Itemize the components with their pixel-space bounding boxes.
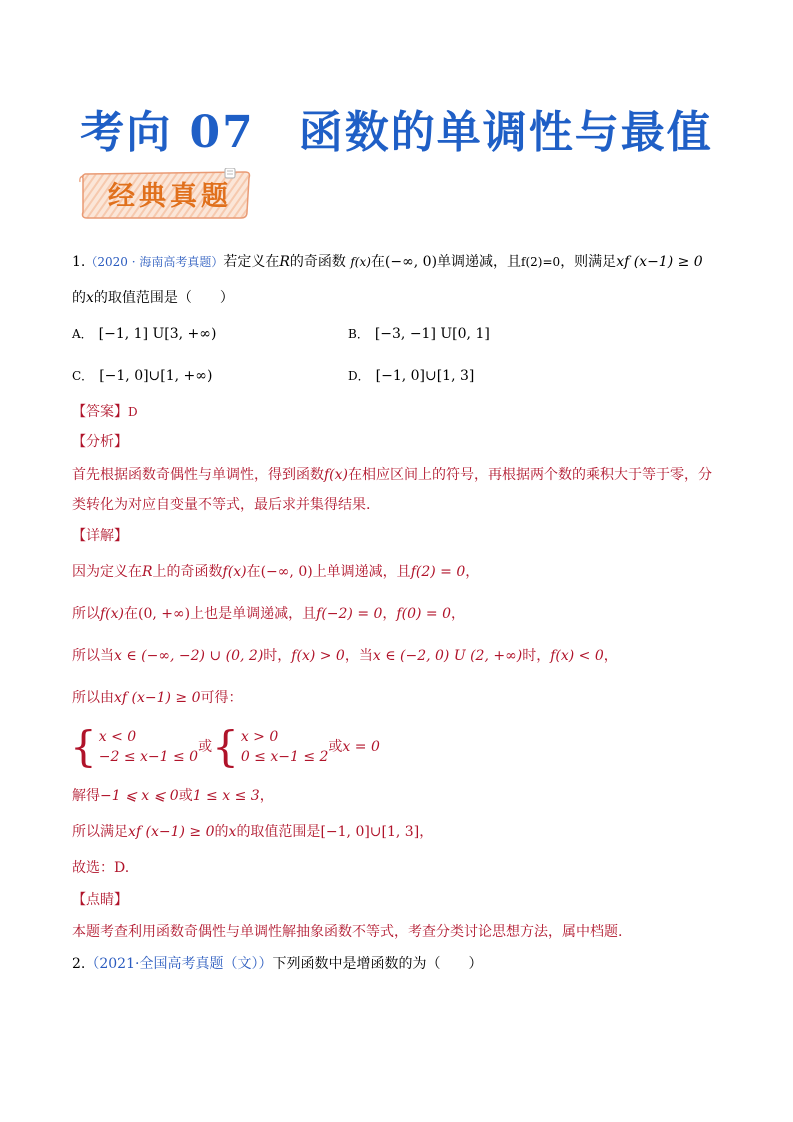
q1-math-R: R [279,254,290,270]
q1-source: （2020 · 海南高考真题） [85,255,224,269]
analysis-math-fx: f(x) [324,467,349,483]
detail-math: −1 ⩽ x ⩽ 0 [100,788,179,804]
section-badge [77,168,251,218]
q1-comment: 本题考查利用函数奇偶性与单调性解抽象函数不等式，考查分类讨论思想方法，属中档题. [72,924,623,940]
q2-stem [72,954,482,974]
q1-text: 的取值范围是（ ） [93,290,234,306]
detail-text: 解得 [72,788,100,804]
q1-analysis-label: 【分析】 [72,434,128,450]
detail-text: 所以 [72,606,100,622]
q1-option-b[interactable] [348,324,490,344]
badge-text: 经典真题 [108,181,232,212]
q1-inequality-system [70,722,380,771]
title-part1: 考向 07 [80,107,255,158]
detail-text: 时， [263,648,292,664]
option-c-label: C． [72,369,94,383]
detail-text: ， [465,564,480,580]
q1-text: 单调递减，且 [437,254,522,270]
detail-text: ， [259,788,274,804]
option-d-value: [−1, 0]∪[1, 3] [375,368,475,384]
q1-math-fx: f(x) [350,255,371,269]
system-1-rows [99,727,198,767]
q1-text: 若定义在 [223,254,280,270]
detail-math: x ∈ (−∞, −2) ∪ (0, 2) [114,648,264,664]
detail-text: 可得： [200,690,243,706]
option-c-value: [−1, 0]∪[1, +∞) [99,368,213,384]
system-2-row-2: 0 ≤ x−1 ≤ 2 [240,749,329,765]
detail-text: 的 [214,824,229,840]
detail-text: ， [603,648,618,664]
detail-math: x [228,824,237,840]
detail-math: f(x) > 0 [291,648,345,664]
detail-text: 上的奇函数 [152,564,223,580]
q2-number: 2. [72,956,86,972]
q1-detail-line7: 故选：D. [72,860,130,876]
q1-detail-line1 [72,562,479,582]
detail-math: f(x) [222,564,247,580]
system-1 [70,722,199,771]
page-title [0,96,793,160]
detail-math: R [142,564,153,580]
system-x-zero: x = 0 [342,739,380,755]
detail-text: 的取值范围是 [236,824,321,840]
detail-text: ， [382,606,397,622]
q1-detail-line6 [72,822,433,842]
option-a-value: [−1, 1] U[3, +∞) [98,326,217,342]
detail-math: f(x) < 0 [550,648,604,664]
system-1-row-1: x < 0 [98,729,137,745]
detail-text: 上单调递减，且 [312,564,411,580]
q1-detail-line4 [72,688,243,708]
option-d-label: D． [348,369,370,383]
q1-detail-line3 [72,646,618,666]
detail-math: f(0) = 0 [396,606,451,622]
left-brace-icon: { [70,722,97,771]
detail-math: f(x) [100,606,125,622]
detail-math: f(−2) = 0 [316,606,383,622]
q1-answer [72,402,138,422]
detail-text: 时， [522,648,551,664]
detail-math: f(2) = 0 [410,564,466,580]
q1-option-d[interactable] [348,366,474,386]
detail-text: 或 [178,788,193,804]
left-brace-icon: { [212,722,239,771]
option-b-value: [−3, −1] U[0, 1] [374,326,490,342]
q1-stem-line2 [72,288,234,308]
q1-option-a[interactable] [72,324,216,344]
detail-text: 在 [124,606,139,622]
detail-text: 所以满足 [72,824,128,840]
q1-text: ，则满足 [560,254,617,270]
system-or: 或 [328,739,343,755]
q1-math-ineq: xf (x−1) ≥ 0 [616,254,703,270]
detail-math: 1 ≤ x ≤ 3 [192,788,260,804]
q1-detail-line2 [72,604,465,624]
detail-math: (−∞, 0) [260,564,313,580]
detail-text: 在 [246,564,261,580]
q1-option-c[interactable] [72,366,212,386]
detail-text: 因为定义在 [72,564,142,580]
q1-stem-line1 [72,252,703,272]
detail-text: 上也是单调递减，且 [190,606,317,622]
q2-text: 下列函数中是增函数的为（ ） [272,956,483,972]
system-2-rows [241,727,329,767]
analysis-text: 在相应区间上的符号，再根据两个数的乘积大于等于零，分 [348,467,713,483]
q1-math-interval: (−∞, 0) [384,254,438,270]
title-part2: 函数的单调性与最值 [298,107,713,158]
system-1-row-2: −2 ≤ x−1 ≤ 0 [98,749,199,765]
q1-math-f2: f(2)=0 [521,255,561,269]
q1-text: 的奇函数 [289,254,346,270]
system-or: 或 [198,739,213,755]
detail-math: x ∈ (−2, 0) U (2, +∞) [372,648,523,664]
detail-math: [−1, 0]∪[1, 3] [320,824,420,840]
detail-text: ， [450,606,465,622]
system-2 [212,722,329,771]
detail-math: (0, +∞) [138,606,191,622]
q1-math-x: x [86,290,94,306]
detail-text: 所以由 [72,690,114,706]
q1-comment-label: 【点睛】 [72,892,128,908]
q1-text: 在 [370,254,385,270]
q1-detail-line5 [72,786,274,806]
q1-number: 1. [72,254,86,270]
detail-math: xf (x−1) ≥ 0 [128,824,215,840]
q1-analysis-line1 [72,465,712,485]
option-a-label: A． [72,327,93,341]
q2-source: （2021·全国高考真题（文）） [85,956,273,972]
q1-detail-label: 【详解】 [72,528,128,544]
detail-text: ， [419,824,434,840]
system-2-row-1: x > 0 [240,729,279,745]
q1-text: 的 [72,290,86,306]
analysis-text: 首先根据函数奇偶性与单调性，得到函数 [72,467,324,483]
answer-label: 【答案】 [72,404,128,420]
q1-analysis-line2: 类转化为对应自变量不等式，最后求并集得结果. [72,497,371,513]
option-b-label: B． [348,327,369,341]
detail-math: xf (x−1) ≥ 0 [114,690,201,706]
answer-value: D [128,405,138,419]
detail-text: ，当 [344,648,373,664]
detail-text: 所以当 [72,648,114,664]
